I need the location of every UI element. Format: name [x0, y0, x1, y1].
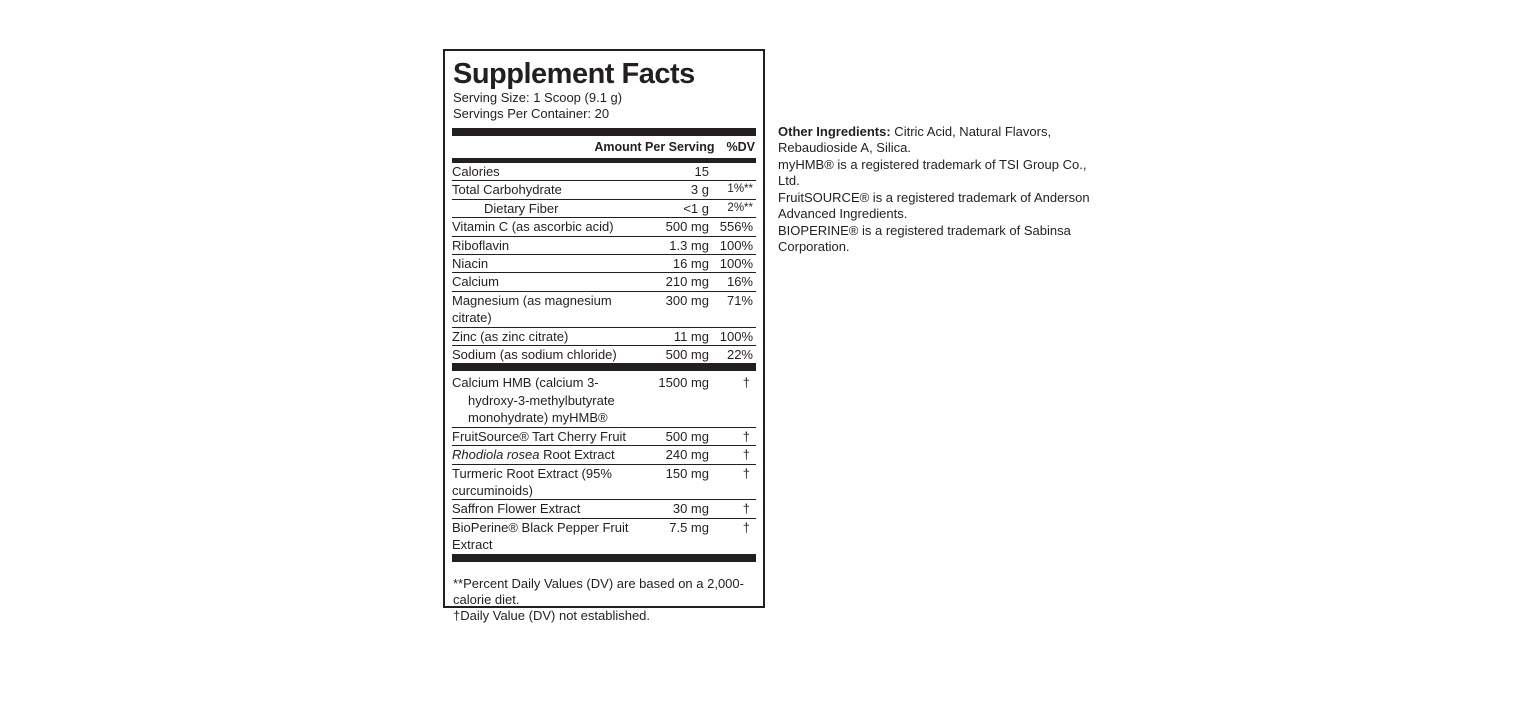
ingredient-dv: †: [742, 428, 750, 444]
nutrient-name: Sodium (as sodium chloride): [452, 347, 617, 363]
footnote-dv: **Percent Daily Values (DV) are based on a 2,000-calorie diet.: [453, 575, 744, 607]
nutrient-amount: 3 g: [690, 182, 709, 198]
ingredient-dv: †: [742, 447, 750, 463]
ingredient-name-rest: Root Extract: [539, 447, 615, 463]
other-ingredients-block: [778, 124, 1108, 256]
other-ingredients-label: Other Ingredients:: [778, 124, 891, 139]
nutrient-name: Dietary Fiber: [484, 200, 559, 216]
divider-thick: [452, 128, 756, 136]
nutrient-row: [452, 181, 756, 199]
nutrient-row: [452, 163, 756, 181]
nutrient-amount: 500 mg: [665, 347, 709, 363]
nutrient-amount: 1.3 mg: [669, 237, 709, 253]
nutrient-dv: 1%**: [727, 183, 753, 196]
nutrient-row: [452, 273, 756, 291]
ingredient-name: [452, 446, 647, 463]
other-ingredients-text: Citric Acid, Natural Flavors, Rebaudioside A, Silica.: [778, 124, 1052, 155]
nutrient-name: Total Carbohydrate: [452, 182, 562, 198]
column-header: [452, 136, 756, 158]
other-ingredients: [778, 124, 1108, 156]
ingredient-name: Saffron Flower Extract: [452, 501, 581, 517]
ingredient-dv: †: [742, 375, 750, 391]
ingredient-row: [452, 428, 756, 446]
nutrient-name: Calcium: [452, 274, 499, 290]
nutrient-name: Vitamin C (as ascorbic acid): [452, 219, 614, 235]
ingredient-name-italic: Rhodiola rosea: [452, 447, 540, 463]
serving-size: Serving Size: 1 Scoop (9.1 g): [453, 90, 623, 105]
ingredient-amount: 240 mg: [665, 447, 709, 463]
nutrient-amount: 300 mg: [665, 292, 709, 308]
nutrient-dv: 2%**: [727, 201, 753, 214]
nutrient-dv: 16%: [726, 274, 753, 290]
footnote-dagger: †Daily Value (DV) not established.: [453, 607, 651, 623]
divider-thick: [452, 363, 756, 371]
panel-title: Supplement Facts: [453, 58, 695, 90]
nutrient-dv: 556%: [719, 219, 753, 235]
header-dv: %DV: [726, 140, 755, 154]
nutrient-amount: <1 g: [683, 200, 709, 216]
nutrient-name: Calories: [452, 164, 500, 179]
nutrient-row: [452, 200, 756, 218]
footnotes: [453, 562, 756, 624]
nutrient-name: Magnesium (as magnesium citrate): [452, 292, 612, 326]
nutrient-dv: 100%: [719, 237, 753, 253]
ingredient-amount: 500 mg: [665, 428, 709, 444]
trademark-note: myHMB® is a registered trademark of TSI Group Co., Ltd.: [778, 157, 1087, 188]
ingredient-row: [452, 446, 756, 464]
ingredient-name: BioPerine® Black Pepper Fruit Extract: [452, 519, 629, 553]
divider-thick: [452, 554, 756, 562]
nutrient-row: [452, 292, 756, 328]
ingredient-name: Calcium HMB (calcium 3-hydroxy-3-methylbutyrate monohydrate) myHMB®: [452, 375, 615, 426]
supplement-facts-panel: [443, 49, 765, 623]
nutrient-amount: 11 mg: [673, 328, 709, 344]
ingredient-dv: †: [742, 465, 750, 481]
nutrient-row: [452, 255, 756, 273]
nutrient-amount: 500 mg: [665, 219, 709, 235]
nutrient-amount: 15: [694, 164, 709, 179]
nutrient-amount: 210 mg: [665, 274, 709, 290]
ingredient-name: FruitSource® Tart Cherry Fruit: [452, 428, 627, 444]
nutrient-dv: [711, 163, 756, 180]
nutrient-dv: 22%: [726, 347, 753, 363]
nutrient-name: Zinc (as zinc citrate): [452, 328, 569, 344]
trademark-note: FruitSOURCE® is a registered trademark of Anderson Advanced Ingredients.: [778, 190, 1090, 221]
nutrient-row: [452, 328, 756, 346]
nutrient-row: [452, 218, 756, 236]
servings-per-container: Servings Per Container: 20: [453, 106, 610, 121]
ingredient-amount: 150 mg: [665, 465, 709, 481]
header-amount: Amount Per Serving: [594, 140, 715, 154]
trademark-note: BIOPERINE® is a registered trademark of Sabinsa Corporation.: [778, 223, 1071, 254]
nutrient-dv: 100%: [719, 256, 753, 272]
ingredient-dv: †: [742, 501, 750, 517]
nutrient-name: Niacin: [452, 256, 489, 272]
ingredient-amount: 7.5 mg: [669, 519, 709, 535]
nutrient-name: Riboflavin: [452, 237, 510, 253]
ingredient-name: Turmeric Root Extract (95% curcuminoids): [452, 465, 612, 498]
nutrient-amount: 16 mg: [672, 256, 709, 272]
ingredient-row: [452, 465, 756, 501]
nutrient-row: [452, 237, 756, 255]
nutrient-dv: 100%: [719, 328, 753, 344]
ingredient-row: [452, 500, 756, 518]
ingredient-row: [452, 519, 756, 554]
ingredient-amount: 30 mg: [672, 501, 709, 517]
ingredient-dv: †: [742, 519, 750, 535]
nutrient-row: [452, 346, 756, 363]
nutrient-dv: 71%: [726, 292, 753, 308]
ingredient-amount: 1500 mg: [658, 375, 709, 391]
ingredient-row: [452, 374, 756, 427]
